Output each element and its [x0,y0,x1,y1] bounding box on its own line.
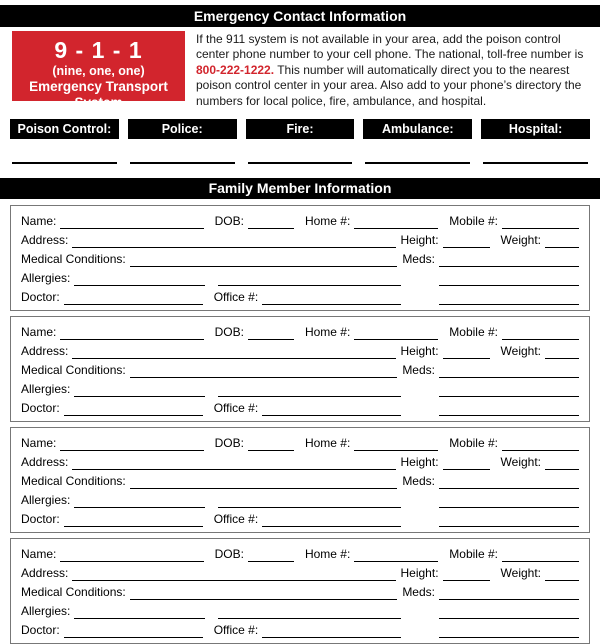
field-label-doctor: Doctor: [21,623,60,638]
field-line-meds-extra-2[interactable] [439,402,579,416]
field-line-height[interactable] [443,456,490,470]
field-line-address[interactable] [72,456,395,470]
field-line-doctor[interactable] [64,291,203,305]
field-line-meds-extra-2[interactable] [439,513,579,527]
member-row-doctor [21,508,579,527]
field-line-home-phone[interactable] [354,548,438,562]
field-label-name: Name: [21,214,57,229]
intro-text-before: If the 911 system is not available in your area, add the poison control center phone number to your cell phone. The national, toll-free number is [196,32,584,62]
field-label-meds: Meds: [402,363,435,378]
field-line-weight[interactable] [545,345,579,359]
field-line-dob[interactable] [248,437,294,451]
field-label-home-phone: Home #: [304,436,351,451]
field-line-meds[interactable] [439,475,579,489]
member-row-medical [21,359,579,378]
field-line-allergies-extra[interactable] [218,605,401,619]
field-label-medical-conditions: Medical Conditions: [21,252,126,267]
member-row-identity [21,543,579,562]
field-line-doctor[interactable] [64,402,203,416]
poison-control-phone-number: 800-222-1222. [196,62,275,77]
field-label-mobile-phone: Mobile #: [449,436,498,451]
field-label-office-phone: Office #: [213,401,259,416]
member-row-allergies [21,378,579,397]
member-row-medical [21,248,579,267]
contact-label-poison-control: Poison Control: [10,119,119,139]
contact-line-cell [363,139,472,164]
intro-paragraph [196,32,590,109]
field-label-height: Height: [400,455,439,470]
intro-text-after: This number will automatically direct you to the nearest poison control center in your area. Also add to your phone’s directory the numbers for local police, fire, ambulance, and hospital. [196,62,582,108]
field-line-meds-extra-1[interactable] [439,605,579,619]
field-label-height: Height: [400,344,439,359]
badge-911-number: 9 - 1 - 1 [54,37,143,63]
field-label-allergies: Allergies: [21,604,71,619]
field-line-name[interactable] [60,215,203,229]
field-line-weight[interactable] [545,567,579,581]
field-line-home-phone[interactable] [354,326,438,340]
field-label-medical-conditions: Medical Conditions: [21,474,126,489]
field-line-allergies[interactable] [74,605,205,619]
field-label-office-phone: Office #: [213,512,259,527]
family-member-card [10,205,590,311]
field-label-address: Address: [21,344,69,359]
field-line-meds-extra-2[interactable] [439,291,579,305]
badge-911 [12,31,185,110]
field-line-name[interactable] [60,548,203,562]
member-row-identity [21,321,579,340]
member-row-allergies [21,600,579,619]
field-label-address: Address: [21,233,69,248]
field-label-doctor: Doctor: [21,290,60,305]
field-line-name[interactable] [60,326,203,340]
section-header-emergency-label: Emergency Contact Information [193,8,407,24]
field-line-medical-conditions[interactable] [130,253,398,267]
field-line-mobile-phone[interactable] [502,437,579,451]
contact-line-fire[interactable] [248,162,353,164]
member-row-allergies [21,267,579,286]
field-line-mobile-phone[interactable] [502,326,579,340]
field-line-office-phone[interactable] [262,291,401,305]
field-line-mobile-phone[interactable] [502,548,579,562]
contact-label-police: Police: [128,119,237,139]
field-label-address: Address: [21,455,69,470]
field-line-allergies-extra[interactable] [218,272,401,286]
field-label-home-phone: Home #: [304,214,351,229]
field-line-medical-conditions[interactable] [130,586,398,600]
member-row-allergies [21,489,579,508]
contact-line-cell [481,139,590,164]
field-line-doctor[interactable] [64,624,203,638]
field-line-doctor[interactable] [64,513,203,527]
field-label-mobile-phone: Mobile #: [449,547,498,562]
field-line-medical-conditions[interactable] [130,475,398,489]
emergency-contacts-lines [10,139,590,164]
field-line-office-phone[interactable] [262,624,401,638]
field-line-dob[interactable] [248,326,294,340]
field-line-meds[interactable] [439,586,579,600]
field-label-weight: Weight: [500,344,541,359]
badge-911-subtitle: (nine, one, one) [52,64,145,78]
contact-line-ambulance[interactable] [365,162,470,164]
emergency-contacts-row [10,119,590,139]
field-line-meds-extra-1[interactable] [439,494,579,508]
field-line-allergies[interactable] [74,494,205,508]
field-line-meds[interactable] [439,364,579,378]
field-line-meds-extra-2[interactable] [439,624,579,638]
top-section [12,31,600,109]
field-line-meds-extra-1[interactable] [439,383,579,397]
field-label-name: Name: [21,436,57,451]
field-line-dob[interactable] [248,548,294,562]
field-label-meds: Meds: [402,252,435,267]
field-line-height[interactable] [443,567,490,581]
contact-line-hospital[interactable] [483,162,588,164]
field-line-office-phone[interactable] [262,402,401,416]
field-label-height: Height: [400,566,439,581]
field-line-weight[interactable] [545,234,579,248]
field-line-address[interactable] [72,345,395,359]
field-label-dob: DOB: [214,436,244,451]
field-line-meds-extra-1[interactable] [439,272,579,286]
field-label-office-phone: Office #: [213,623,259,638]
badge-911-caption: Emergency Transport System [29,79,168,110]
family-member-card [10,427,590,533]
field-line-address[interactable] [72,567,395,581]
contact-label-hospital: Hospital: [481,119,590,139]
field-label-medical-conditions: Medical Conditions: [21,585,126,600]
field-label-weight: Weight: [500,455,541,470]
field-line-office-phone[interactable] [262,513,401,527]
member-row-medical [21,581,579,600]
member-row-address [21,562,579,581]
field-label-allergies: Allergies: [21,271,71,286]
member-row-address [21,229,579,248]
member-row-doctor [21,619,579,638]
field-label-office-phone: Office #: [213,290,259,305]
field-label-weight: Weight: [500,566,541,581]
field-label-doctor: Doctor: [21,512,60,527]
field-label-medical-conditions: Medical Conditions: [21,363,126,378]
field-label-allergies: Allergies: [21,382,71,397]
field-line-home-phone[interactable] [354,437,438,451]
field-label-meds: Meds: [402,474,435,489]
family-member-card [10,316,590,422]
contact-line-cell [246,139,355,164]
field-line-medical-conditions[interactable] [130,364,398,378]
contact-line-poison-control[interactable] [12,162,117,164]
member-row-medical [21,470,579,489]
field-line-home-phone[interactable] [354,215,438,229]
field-label-address: Address: [21,566,69,581]
family-members [10,205,590,644]
field-line-allergies-extra[interactable] [218,383,401,397]
family-member-card [10,538,590,644]
field-line-meds[interactable] [439,253,579,267]
field-line-allergies-extra[interactable] [218,494,401,508]
field-line-mobile-phone[interactable] [502,215,579,229]
field-line-weight[interactable] [545,456,579,470]
field-label-dob: DOB: [214,325,244,340]
field-line-allergies[interactable] [74,383,205,397]
member-row-address [21,451,579,470]
field-label-dob: DOB: [214,547,244,562]
field-line-name[interactable] [60,437,203,451]
field-label-meds: Meds: [402,585,435,600]
field-line-address[interactable] [72,234,395,248]
field-line-dob[interactable] [248,215,294,229]
member-row-identity [21,210,579,229]
member-row-identity [21,432,579,451]
field-line-height[interactable] [443,234,490,248]
field-label-dob: DOB: [214,214,244,229]
field-label-mobile-phone: Mobile #: [449,325,498,340]
contact-label-ambulance: Ambulance: [363,119,472,139]
field-line-allergies[interactable] [74,272,205,286]
field-line-height[interactable] [443,345,490,359]
section-header-emergency [0,5,600,27]
member-row-doctor [21,397,579,416]
contact-line-cell [128,139,237,164]
field-label-name: Name: [21,325,57,340]
section-header-family [0,178,600,199]
contact-label-fire: Fire: [246,119,355,139]
field-label-height: Height: [400,233,439,248]
field-label-home-phone: Home #: [304,547,351,562]
field-label-name: Name: [21,547,57,562]
member-row-address [21,340,579,359]
section-header-family-label: Family Member Information [208,180,392,197]
field-label-doctor: Doctor: [21,401,60,416]
member-row-doctor [21,286,579,305]
field-label-home-phone: Home #: [304,325,351,340]
contact-line-cell [10,139,119,164]
field-label-mobile-phone: Mobile #: [449,214,498,229]
contact-line-police[interactable] [130,162,235,164]
field-label-allergies: Allergies: [21,493,71,508]
field-label-weight: Weight: [500,233,541,248]
